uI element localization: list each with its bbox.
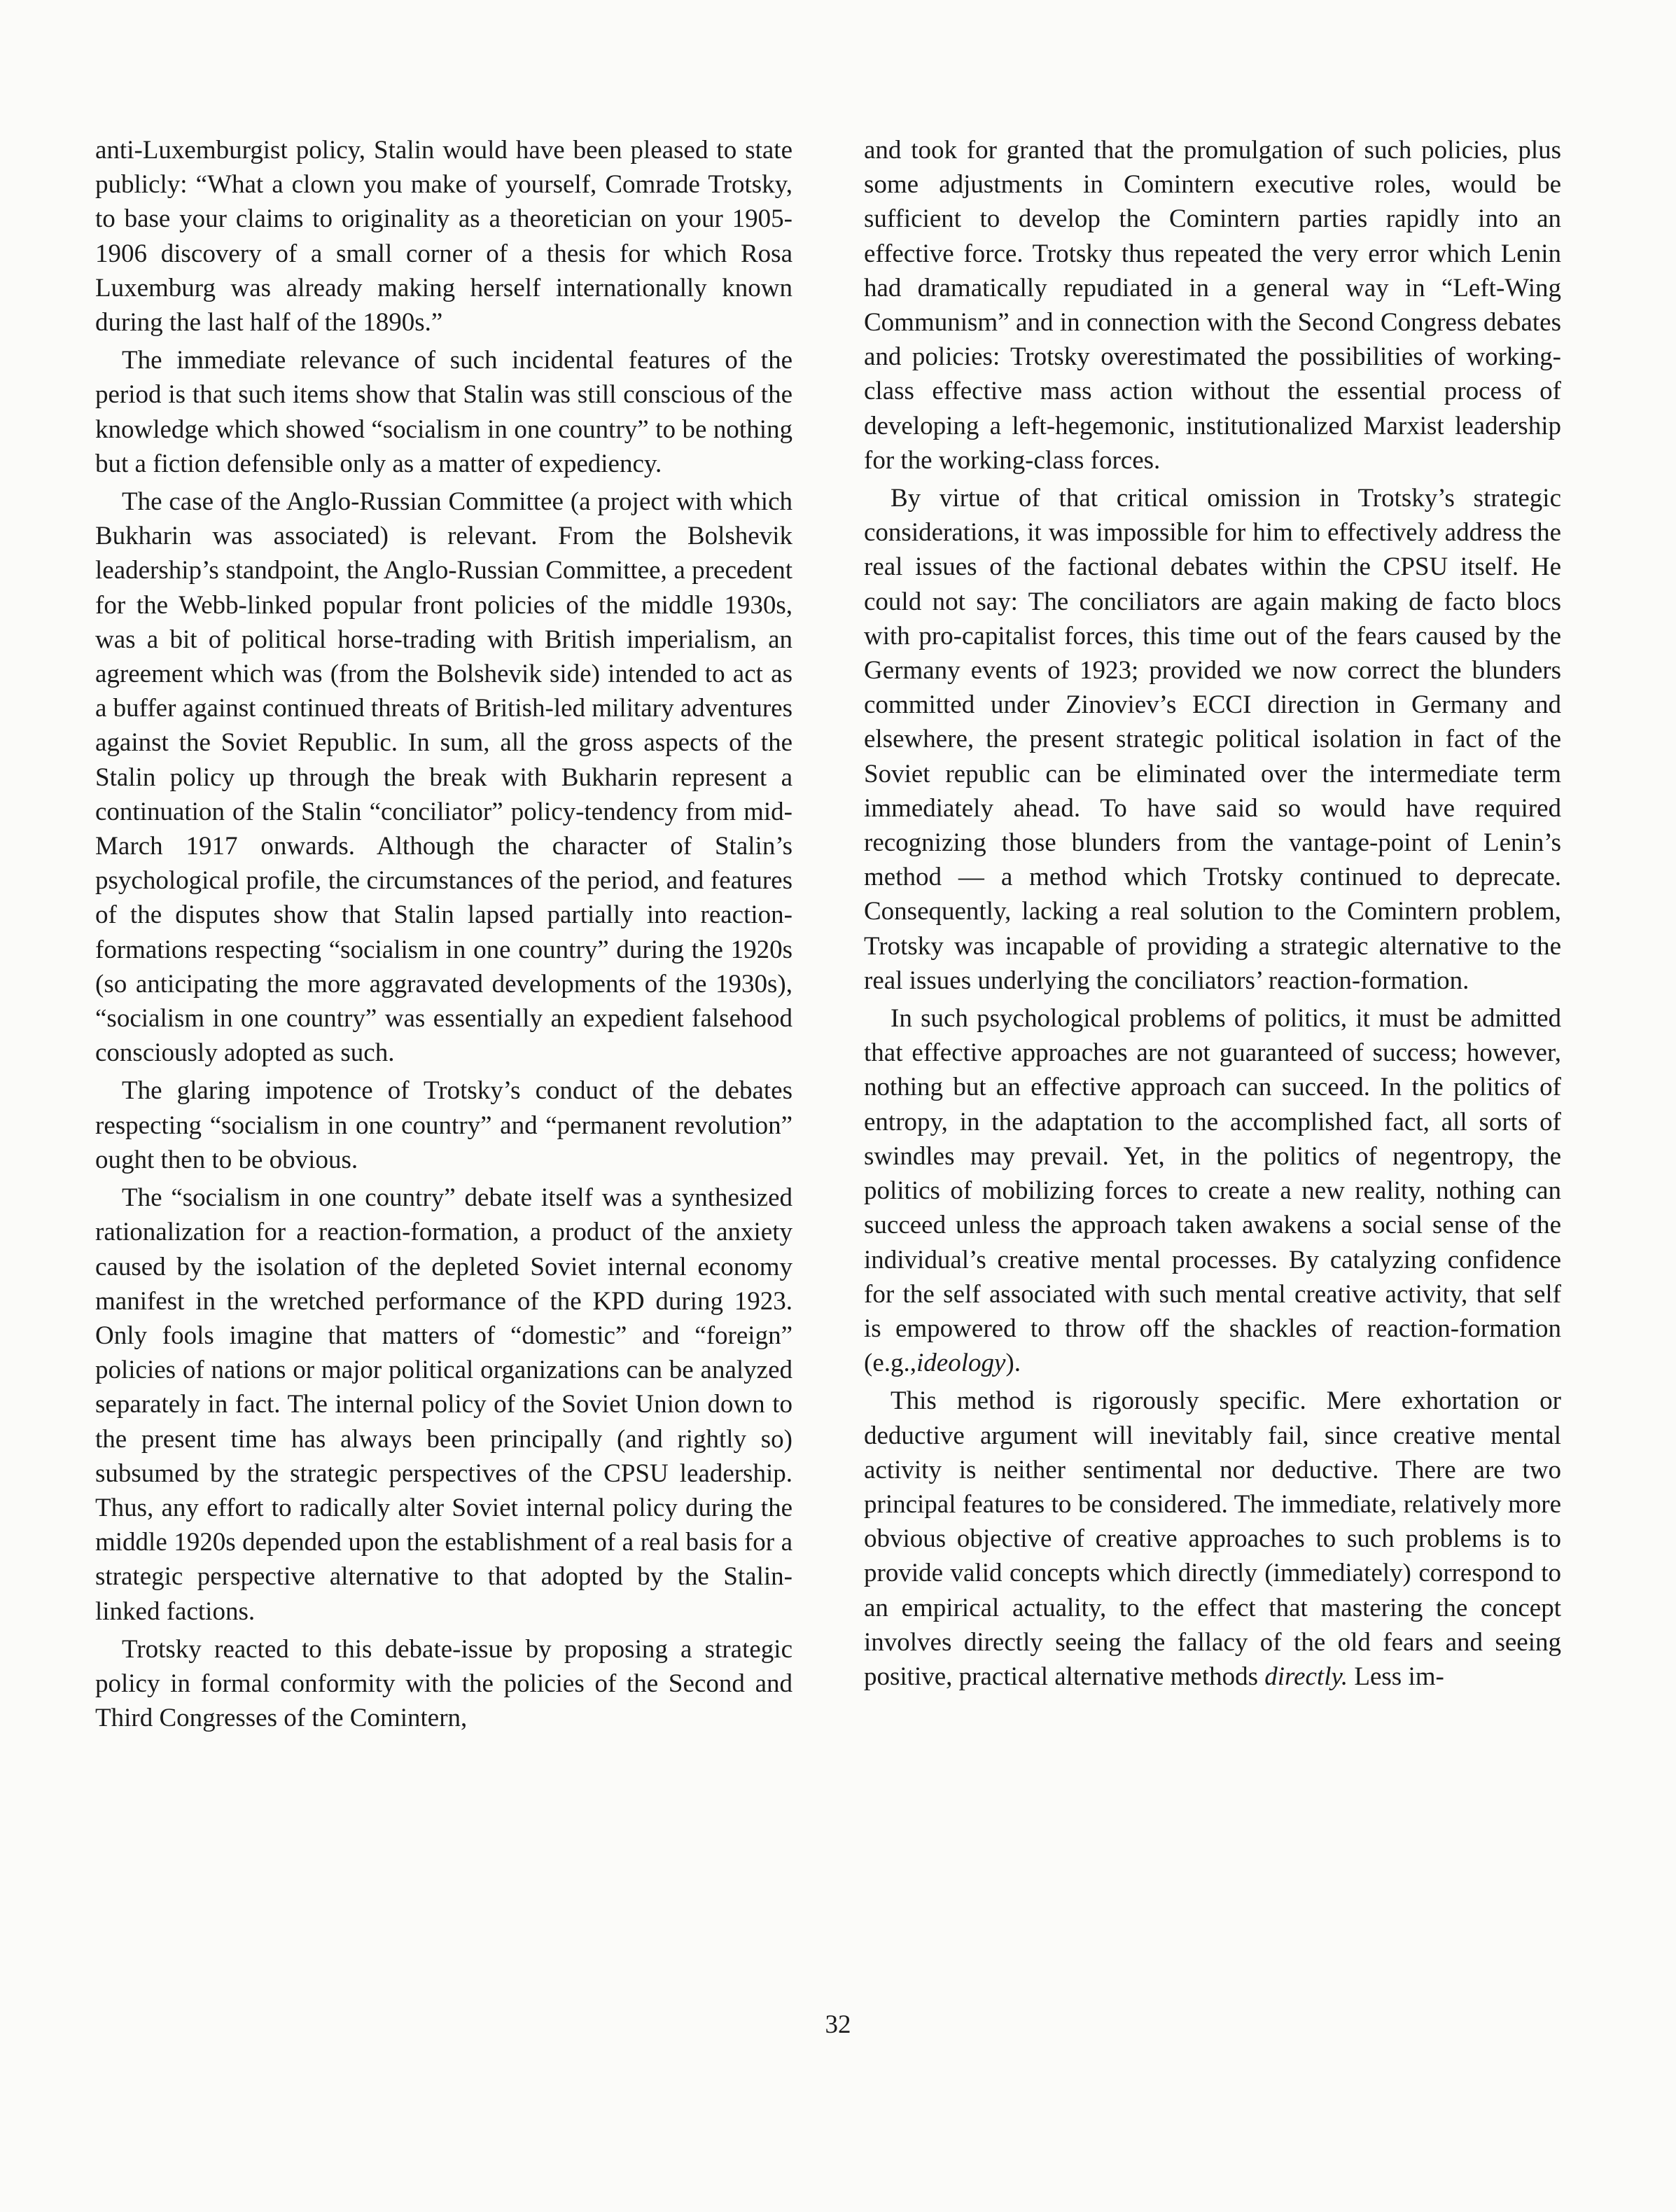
paragraph: [864, 1384, 1561, 1694]
paragraph-text: In such psychological problems of politics, it must be admitted that effective approaches are not guaranteed of success; however, nothing but an effective approach can succeed. In the politics of entropy, in the adaptation to the accomplished fact, all sorts of swindles may prevail. Yet, in the politics of negentropy, the politics of mobilizing forces to create a new reality, nothing can succeed unless the approach taken awakens a social sense of the individual’s creative mental processes. By catalyzing confidence for the self associated with such mental creative activity, that self is empowered to throw off the shackles of reaction-formation (e.g.,: [864, 1004, 1561, 1378]
emphasis: ideology: [916, 1349, 1006, 1378]
paragraph-text: Less im-: [1354, 1662, 1444, 1691]
page-number: 32: [825, 2010, 851, 2039]
paragraph: By virtue of that critical omission in Trotsky’s strategic considerations, it was impossible for him to effectively address the real issues of the factional debates within the CPSU itself. He could not say: The conciliators are again making de facto blocs with pro-capitalist forces, this time out of the fears caused by the Germany events of 1923; provided we now correct the blunders committed under Zinoviev’s ECCI direction in Germany and elsewhere, the present strategic political isolation in fact of the Soviet republic can be eliminated over the intermediate term immediately ahead. To have said so would have required recognizing those blunders from the vantage-point of Lenin’s method — a method which Trotsky continued to deprecate. Consequently, lacking a real solution to the Comintern problem, Trotsky was incapable of providing a strategic alternative to the real issues underlying the conciliators’ reaction-formation.: [864, 484, 1561, 995]
paragraph: The case of the Anglo-Russian Committee (a project with which Bukharin was associated) is relevant. From the Bolshevik leadership’s standpoint, the Anglo-Russian Committee, a precedent for the Webb-linked popular front policies of the middle 1930s, was a bit of political horse-trading with British imperialism, an agreement which was (from the Bolshevik side) intended to act as a buffer against continued threats of British-led military adventures against the Soviet Republic. In sum, all the gross aspects of the Stalin policy up through the break with Bukharin represent a continuation of the Stalin “conciliator” policy-tendency from mid-March 1917 onwards. Although the character of Stalin’s psychological profile, the circumstances of the period, and features of the disputes show that Stalin lapsed partially into reaction-formations respecting “socialism in one country” during the 1920s (so anticipating the more aggravated developments of the 1930s), “socialism in one country” was essentially an expedient falsehood consciously adopted as such.: [95, 487, 792, 1068]
paragraph: The glaring impotence of Trotsky’s conduct of the debates respecting “socialism in one country” and “permanent revolution” ought then to be obvious.: [95, 1076, 792, 1174]
paragraph: The “socialism in one country” debate itself was a synthesized rationalization for a reaction-formation, a product of the anxiety caused by the isolation of the depleted Soviet internal economy manifest in the wretched performance of the KPD during 1923. Only fools imagine that matters of “domestic” and “foreign” policies of nations or major political organizations can be analyzed separately in fact. The internal policy of the Soviet Union down to the present time has always been principally (and rightly so) subsumed by the strategic perspectives of the CPSU leadership. Thus, any effort to radically alter Soviet internal policy during the middle 1920s depended upon the establishment of a real basis for a strategic perspective alternative to that adopted by the Stalin-linked factions.: [95, 1183, 792, 1626]
paragraph: Trotsky reacted to this debate-issue by proposing a strategic policy in formal conformity with the policies of the Second and Third Congresses of the Comintern,: [95, 1634, 792, 1733]
paragraph: and took for granted that the promulgation of such policies, plus some adjustments in Comintern executive roles, would be sufficient to develop the Comintern parties rapidly into an effective force. Trotsky thus repeated the very error which Lenin had dramatically repudiated in a general way in “Left-Wing Communism” and in connection with the Second Congress debates and policies: Trotsky overestimated the possibilities of working-class effective mass action without the essential process of developing a left-hegemonic, institutionalized Marxist leadership for the working-class forces.: [864, 136, 1561, 475]
paragraph: The immediate relevance of such incidental features of the period is that such items show that Stalin was still conscious of the knowledge which showed “socialism in one country” to be nothing but a fiction defensible only as a matter of expediency.: [95, 346, 792, 478]
paragraph-text: This method is rigorously specific. Mere exhortation or deductive argument will inevitably fail, since creative mental activity is neither sentimental nor deductive. There are two principal features to be considered. The immediate, relatively more obvious objective of creative approaches to such problems is to provide valid concepts which directly (immediately) correspond to an empirical actuality, to the effect that mastering the concept involves directly seeing the fallacy of the old fears and seeing positive, practical alternative methods: [864, 1386, 1561, 1691]
paragraph-text: ).: [1005, 1349, 1021, 1378]
paragraph: [864, 1001, 1561, 1380]
left-column: [95, 133, 792, 1739]
paragraph: anti-Luxemburgist policy, Stalin would have been pleased to state publicly: “What a clown you make of yourself, Comrade Trotsky, to base your claims to originality as a theoretician on your 1905-1906 discovery of a small corner of a thesis for which Rosa Luxemburg was already making herself internationally known during the last half of the 1890s.”: [95, 136, 792, 338]
right-column: [864, 133, 1561, 1697]
emphasis: directly.: [1264, 1662, 1348, 1691]
